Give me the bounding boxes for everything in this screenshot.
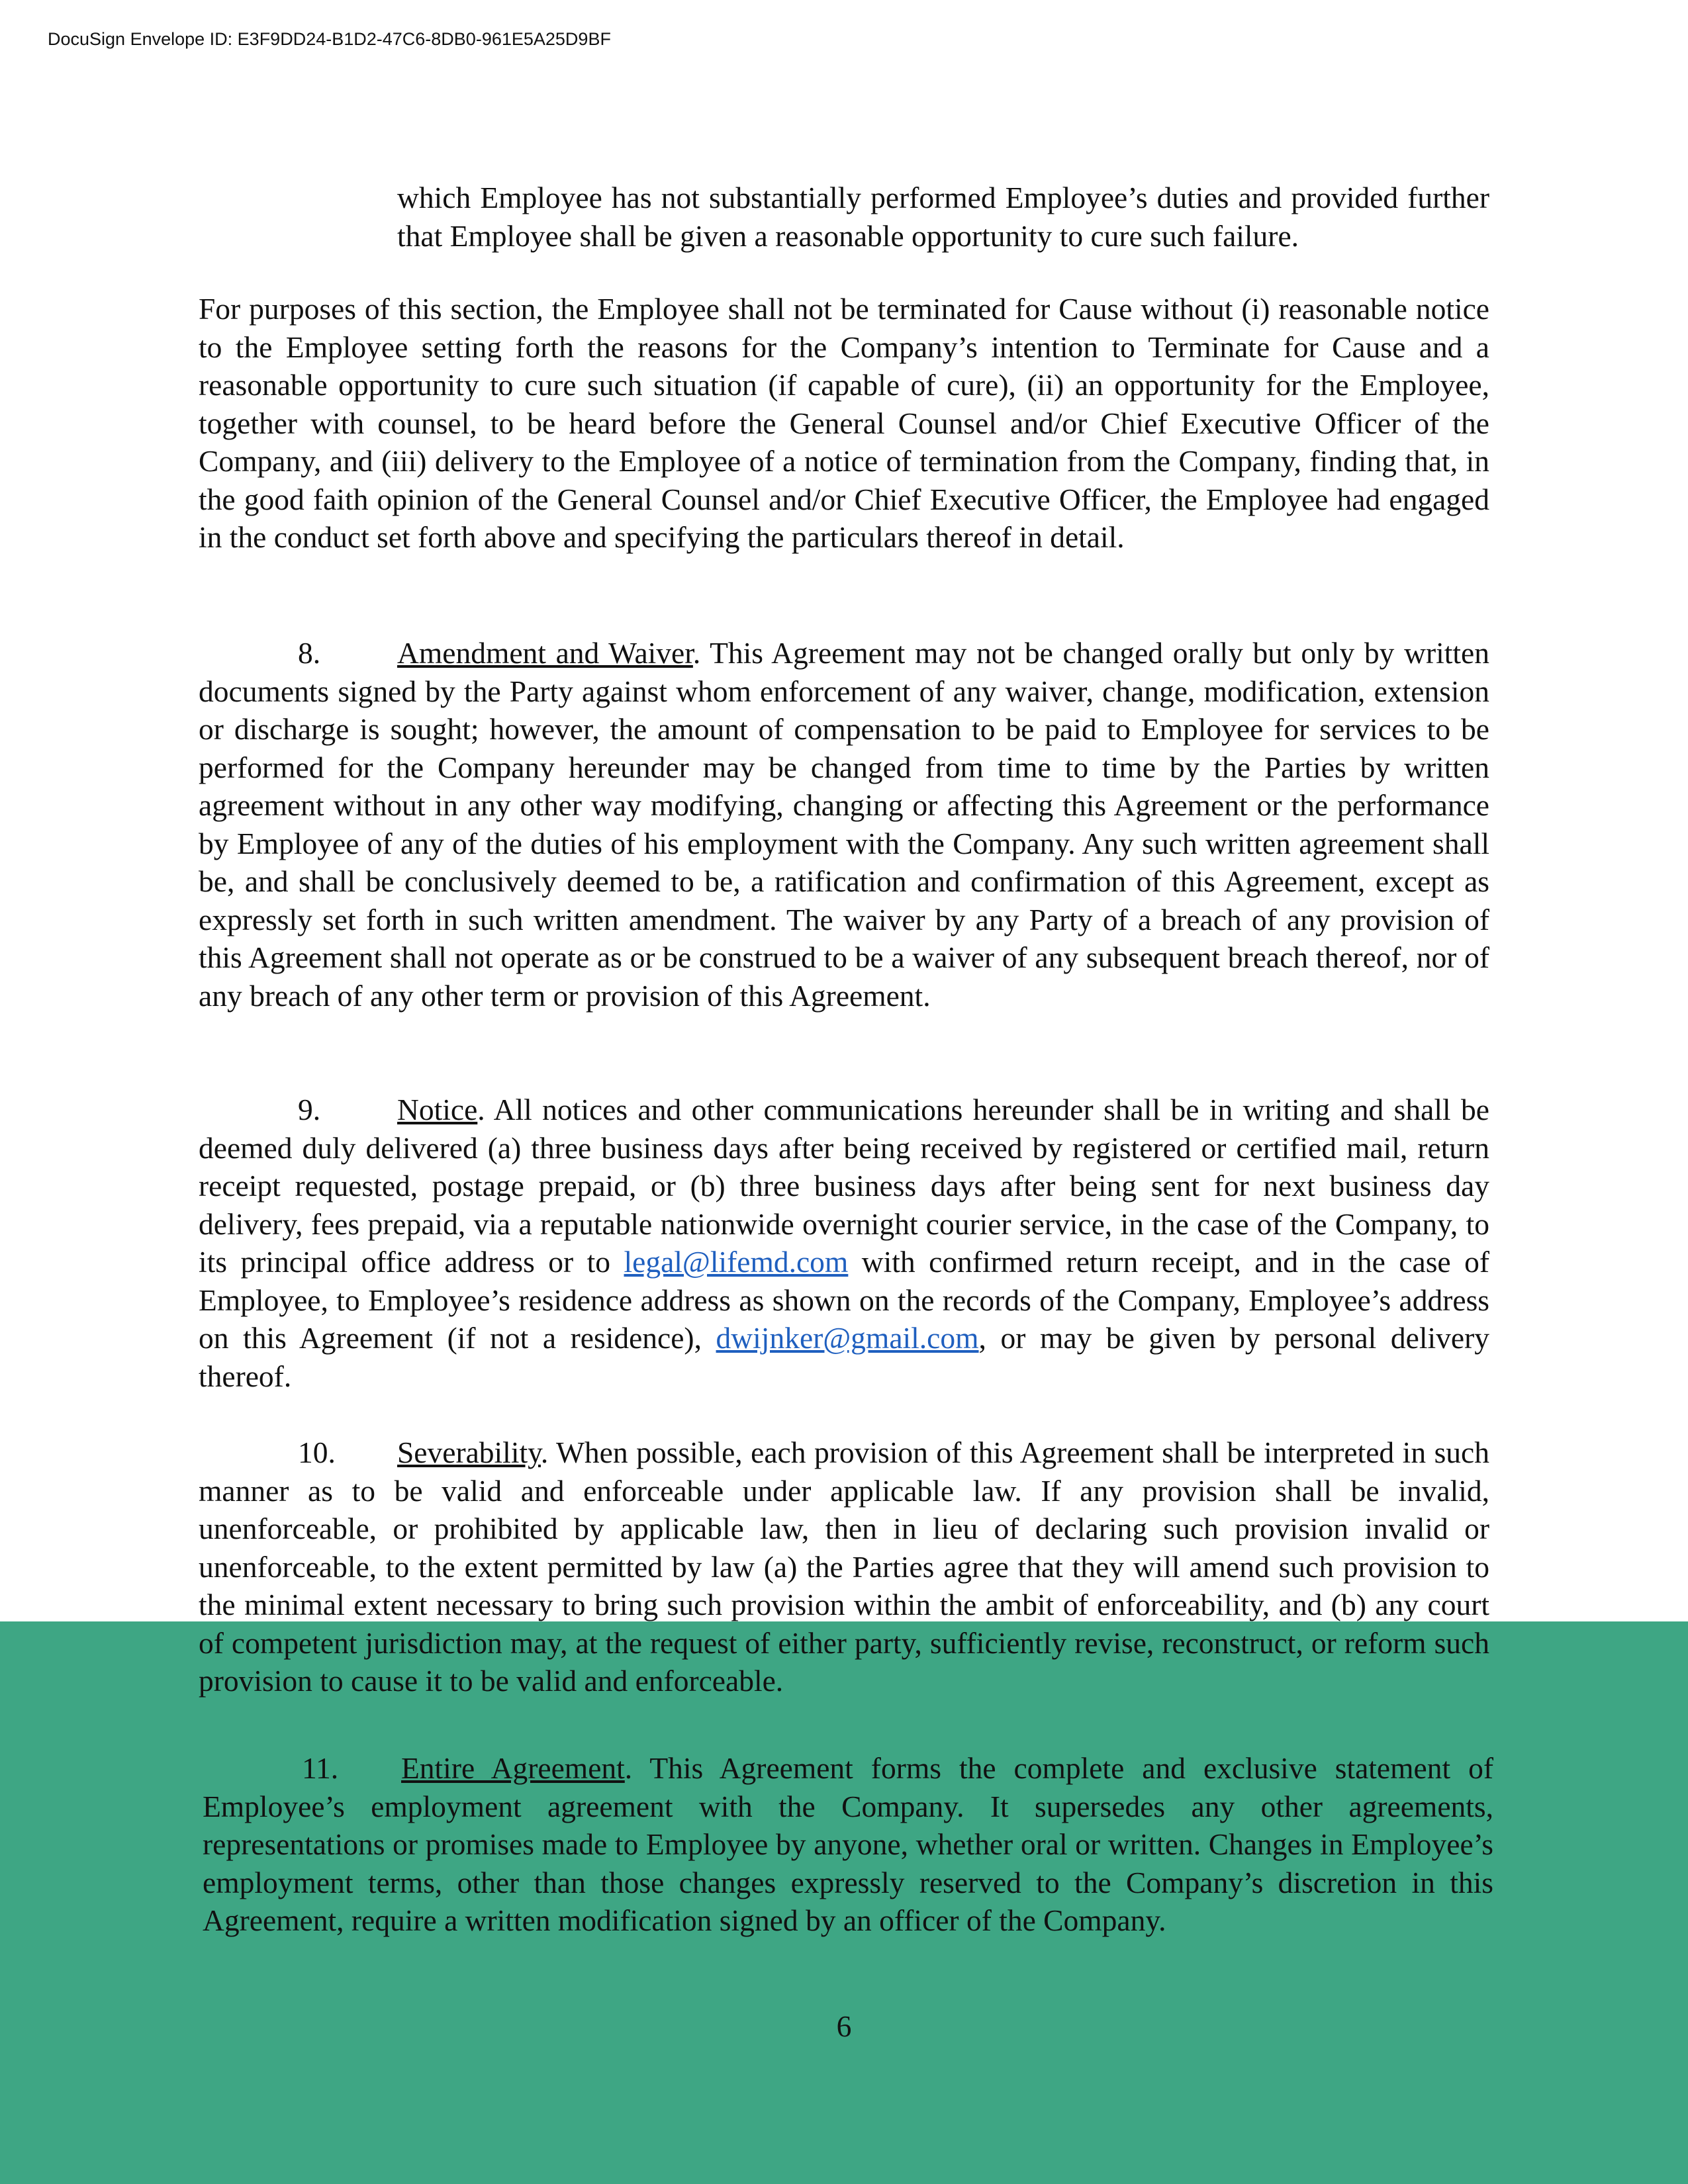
- section-10-text: . When possible, each provision of this Agreement shall be interpreted in such manner as to be valid and enforceable under applicable law. If any provision shall be invalid, unenforceable, or prohibited by applicable law, then in lieu of declaring such provision invalid or unenforceable, to the extent permitted by law (a) the Parties agree that they will amend such provision to the minimal extent necessary to bring such provision within the ambit of enforceability, and (b) any court of competent jurisdiction may, at the request of either party, sufficiently revise, reconstruct, or reform such provision to cause it to be valid and enforceable.: [199, 1435, 1489, 1698]
- section-8-number: 8.: [298, 636, 321, 670]
- section-9-heading: Notice: [397, 1093, 478, 1126]
- continuation-paragraph: which Employee has not substantially performed Employee’s duties and provided further that Employee shall be given a reasonable opportunity to cure such failure.: [397, 181, 1489, 253]
- docusign-envelope-id: DocuSign Envelope ID: E3F9DD24-B1D2-47C6-8DB0-961E5A25D9BF: [48, 29, 611, 49]
- section-11-text: . This Agreement forms the complete and exclusive statement of Employee’s employment agreement with the Company. It supersedes any other agreements, representations or promises made to Employee by anyone, whether oral or written. Changes in Employee’s employment terms, other than those changes expressly reserved to the Company’s discretion in this Agreement, require a written modification signed by an officer of the Company.: [203, 1751, 1493, 1937]
- company-email-link[interactable]: legal@lifemd.com: [624, 1245, 849, 1279]
- section-8-paragraph: [199, 634, 1489, 1015]
- cause-paragraph: For purposes of this section, the Employee shall not be terminated for Cause without (i) reasonable notice to the Employee setting forth the reasons for the Company’s intention to Terminate for Cause and a reasonable opportunity to cure such situation (if capable of cure), (ii) an opportunity for the Employee, together with counsel, to be heard before the General Counsel and/or Chief Executive Officer of the Company, and (iii) delivery to the Employee of a notice of termination from the Company, finding that, in the good faith opinion of the General Counsel and/or Chief Executive Officer, the Employee had engaged in the conduct set forth above and specifying the particulars thereof in detail.: [199, 292, 1489, 554]
- page-number: 6: [836, 2009, 852, 2043]
- section-11-paragraph: [203, 1749, 1493, 1940]
- section-9-text-a: . All notices and other communications hereunder shall be in writing and shall be deemed duly delivered (a) three business days after being received by registered or certified mail, return receipt requested, postage prepaid, or (b) three business days after being sent for next business day delivery, fees prepaid, via a reputable nationwide overnight courier service, in the case of the Company, to its principal office address or to: [199, 1093, 1489, 1279]
- section-9-text-b: with confirmed return receipt, and in the case of Employee, to Employee’s residence address as shown on the records of the Company, Employee’s address on this Agreement (if not a residence),: [199, 1245, 1489, 1355]
- section-10-number: 10.: [298, 1435, 336, 1469]
- section-10-paragraph: [199, 1433, 1489, 1700]
- section-11-number: 11.: [302, 1751, 339, 1785]
- section-9-paragraph: [199, 1091, 1489, 1395]
- section-9-text-c: , or may be given by personal delivery thereof.: [199, 1321, 1489, 1393]
- section-8-text: . This Agreement may not be changed orally but only by written documents signed by the Party against whom enforcement of any waiver, change, modification, extension or discharge is sought; however, the amount of compensation to be paid to Employee for services to be performed for the Company hereunder may be changed from time to time by the Parties by written agreement without in any other way modifying, changing or affecting this Agreement or the performance by Employee of any of the duties of his employment with the Company. Any such written agreement shall be, and shall be conclusively deemed to be, a ratification and confirmation of this Agreement, except as expressly set forth in such written amendment. The waiver by any Party of a breach of any provision of this Agreement shall not operate as or be construed to be a waiver of any subsequent breach thereof, nor of any breach of any other term or provision of this Agreement.: [199, 636, 1489, 1013]
- section-11-heading: Entire Agreement: [401, 1751, 625, 1785]
- employee-email-link[interactable]: dwijnker@gmail.com: [716, 1321, 979, 1355]
- section-9-number: 9.: [298, 1093, 321, 1126]
- section-8-heading: Amendment and Waiver: [397, 636, 693, 670]
- section-10-heading: Severability: [397, 1435, 541, 1469]
